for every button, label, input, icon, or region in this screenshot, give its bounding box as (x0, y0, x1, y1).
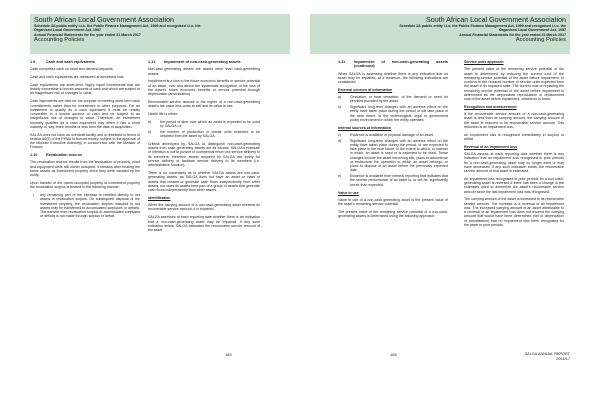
subheading: Internal sources of information (338, 125, 391, 130)
page-header (30, 14, 290, 54)
section-heading: 1.10 Revaluation reserve (30, 153, 83, 158)
afs-line: Annual Financial Statements for the year ended 31 March 2017 (34, 32, 141, 37)
page-number: 185 (390, 352, 397, 357)
right-page (300, 0, 600, 416)
left-column-2 (148, 60, 260, 236)
paragraph: When the carrying amount of a non-cash-generating asset exceeds its recoverable service amount, it is impaired. (148, 203, 260, 212)
list-item: b) the number of production or similar units expected to be obtained from the asset by SALGA. (148, 129, 260, 139)
paragraph: The present value of the remaining service potential of the asset is determined by reducing the current cost of the remaining service potential of the asset before impairment, to conform to the reduced number of service units expected from the asset in its impaired state. The current cost of replacing the remaining service potential of the asset before impairment is determined as the depreciated reproduction or replacement cost of the asset before impairment, whichever is lower. (464, 67, 564, 101)
paragraph: An impairment loss recognised in prior periods for a non-cash-generating asset is reversed if there has been a change in the estimates used to determine the asset's recoverable service amount since the last impairment loss was recognised. (464, 176, 564, 194)
schedule-line: Schedule 3A public entity i.t.o. the Public Finance Management Act, 1999 and recognised i.t.o. the (399, 24, 566, 28)
report-brand (525, 352, 570, 362)
page-number: 184 (225, 352, 232, 357)
paragraph: Cash and cash equivalents are measured at amortised cost. (30, 75, 125, 80)
paragraph: Recoverable service amount is the higher of a non-cash-generating asset's fair value less costs to sell and its value in use. (148, 99, 260, 109)
paragraph: Upon transfer of the owner-occupied property to investment property the revaluation surplus is treated in the following manner: (30, 181, 140, 190)
paragraph: When SALGA is assessing whether there is any indication that an asset may be impaired, at a minimum, the following indications are considered: (338, 71, 448, 84)
right-column-1 (338, 60, 448, 222)
subheading: External sources of information (338, 87, 393, 92)
paragraph: Criteria developed by SALGA to distinguish non-cash-generating assets from cash-generating assets are as follows: SALGA's mandate or intention is not to pursue of commercial return but service delivery to its members, therefore assets acquired by SALGA are solely for service delivery or facilitate service delivery to its members (i.e. administrative function). (148, 141, 260, 168)
paragraph: SALGA assesses at each reporting date whether there is an indication that a non-cash-generating asset may be impaired. If any such indication exists, SALGA estimates the recoverable service amount of the asset. (148, 215, 260, 232)
section-heading: 1.9 Cash and cash equivalents (30, 60, 95, 64)
list-item: b) Significant long-term changes with an adverse effect on the entity have taken place during the period or will take place in the near future, in the technological, legal or government policy environment in which the entity operates. (338, 105, 448, 122)
list-item: d) Significant long-term changes with an adverse effect on the entity have taken place during the period, or are expected to take place in the near future, in the extent to which, or manner in which, an asset is used or is expected to be used. These changes include the asset becoming idle, plans to discontinue or restructure the operation to which an asset belongs, or plans to dispose of an asset before the previously expected date. (338, 138, 448, 173)
afs-line: Annual Financial Statements for the year ended 31 March 2017 (459, 32, 566, 37)
subheading: Identification (148, 195, 171, 200)
paragraph: An impairment loss is recognised immediately in surplus or deficit. (464, 132, 564, 141)
list-item: c) Evidence is available of physical damage of an asset. (338, 132, 434, 137)
list-item: • any remaining part of the increase is credited directly to net assets in revaluation surplus. On subsequent disposal of the investment property, the revaluation surplus included in net assets may be transferred to accumulated surpluses or deficits. The transfer from revaluation surplus to accumulated surpluses or deficits is not made through surplus or deficit. (30, 193, 140, 219)
schedule-line: Schedule 3A public entity i.t.o. the Public Finance Management Act, 1999 and recognised i.t.o. the (34, 24, 201, 28)
section-heading: 1.11 Impairment of non-cash-generating assets (continued) (338, 60, 448, 69)
paragraph: Value in use of a non-cash-generating asset is the present value of the asset's remaining service potential. (338, 197, 448, 207)
lettered-list (338, 95, 448, 122)
right-column-2 (464, 60, 564, 231)
act-line: Organised Local Government Act, 1997 (34, 28, 101, 33)
paragraph: Cash equivalents are held for the purpose of meeting short-term cash commitments rather than for investment or other purposes. For an investment to qualify as a cash equivalent it must be readily convertible to a known amount of cash and be subject to an insignificant risk of changes in value. Therefore, an investment normally qualifies as a cash equivalent only when it has a short maturity of, say, three months or less from the date of acquisition. (30, 99, 140, 129)
paragraph: SALGA does not have an overdraft facility and is restricted in terms of section 66(5) of the PFMA to borrow money, subject to the approval of the Minister Executive Authority) in concurrence with the Minister of Finance. (30, 132, 140, 150)
bullet-list (30, 193, 140, 219)
subheading: Recognition and measurement (464, 104, 517, 109)
list-item: a) Cessation, or near cessation, of the demand or need for services provided by the asset. (338, 95, 448, 104)
act-line: Organised Local Government Act, 1997 (499, 28, 566, 33)
subheading: Value in use (338, 190, 359, 195)
section-title: Accounting Policies (34, 37, 85, 44)
org-name: South African Local Government Association (34, 16, 174, 24)
list-item: a) the period of time over which an asset is expected to be used by SALGA; or (148, 119, 260, 129)
lettered-list (338, 133, 448, 187)
subheading: Service units approach (464, 60, 504, 64)
paragraph: Non-cash-generating assets are assets other than cash-generating assets. (148, 67, 260, 76)
paragraph: SALGA assess at each reporting date whether there is any indication that an impairment loss recognised in prior periods for a non-cash-generating asset may no longer exist or may have decreased. If any such indication exists, the recoverable service amount of that asset is estimated. (464, 152, 564, 174)
brand-year: 2016/17 (556, 357, 570, 361)
paragraph: The carrying amount of the asset is increased to its recoverable service amount. The increase is a reversal of an impairment loss. The increased carrying amount of an asset attributable to a reversal of an impairment loss does not exceed the carrying amount that would have been determined (net of depreciation or amortisation) had no impairment loss been recognised for the asset in prior periods. (464, 197, 564, 227)
left-column-1 (30, 60, 140, 222)
page-header (310, 14, 570, 54)
org-name: South African Local Government Association (426, 16, 566, 24)
lettered-list (148, 120, 260, 139)
paragraph: If the recoverable service amount of a non-cash-generating asset is less than its carrying amount, the carrying amount of the asset is reduced to its recoverable service amount. This reduction is an impairment loss. (464, 112, 564, 129)
paragraph: The present value of the remaining service potential of a non-cash-generating assets is determined using the following approach: (338, 209, 448, 219)
paragraph: The revaluation reserve results from the revaluation of property, plant and equipment while still owner occupied. It remains after treating the same assets as investment property since they were vacated by the entity. (30, 160, 140, 178)
section-title: Accounting Policies (515, 37, 566, 44)
subheading: Reversal of an impairment loss (464, 144, 518, 149)
brand-title: SALGA ANNUAL REPORT (524, 352, 570, 356)
section-heading: 1.11 Impairment of non-cash-generating assets (148, 60, 241, 64)
paragraph: Cash equivalents are short-term, highly liquid investments that are readily convertible to known amounts of cash and which are subject to an insignificant risk of changes in value. (30, 82, 141, 96)
paragraph: There is no uncertainty as to whether SALGA assets are non-cash-generating assets, as SALGA does not have an asset or class of assets that creates or generate cash flows independently from other assets, nor does its assets form part of a group of assets that generate cash flows independently from other assets. (148, 171, 260, 193)
paragraph: Useful life is either: (148, 112, 178, 117)
paragraph: Cash comprises cash on hand and demand deposits. (30, 67, 114, 72)
list-item: e) Evidence is available from internal reporting that indicates that the service performance of an asset is, or will be, significantly worse than expected. (338, 174, 448, 187)
paragraph: Impairment is a loss in the future economic benefits or service potential of an asset, over and above the systematic recognition of the loss of the asset's future economic benefits or service potential through depreciation (amortisation). (148, 79, 260, 97)
